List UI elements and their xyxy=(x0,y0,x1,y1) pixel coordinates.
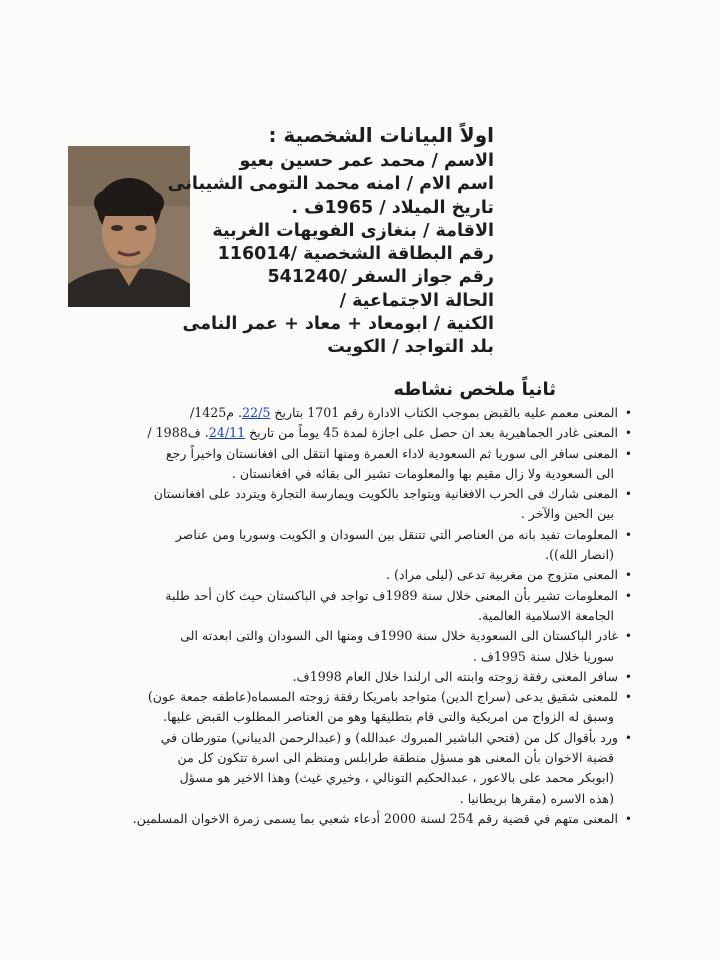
list-item xyxy=(72,728,632,809)
item-text-main: المعنى غادر الجماهيرية بعد ان حصل على اجازة لمدة 45 يوماً من تاريخ xyxy=(249,425,618,441)
bullet-icon: • xyxy=(624,669,632,684)
item-text: سافر المعنى رفقة زوجته وابنته الى ارلندا خلال العام 1998ف. xyxy=(292,668,618,684)
item-text: المعنى متهم في قضية رقم 254 لسنة 2000 أدعاء شعبي بما يسمى زمرة الاخوان المسلمين. xyxy=(132,810,618,826)
list-item xyxy=(72,586,632,627)
item-text-continued: الى السعودية ولا زال مقيم بها والمعلومات تشير الى بقائه في افغانستان . xyxy=(231,465,614,481)
list-item xyxy=(72,525,632,566)
personal-info-section xyxy=(164,122,494,360)
item-text-continued: (انصار الله)). xyxy=(545,547,614,563)
date-link[interactable]: 24/11 xyxy=(208,425,246,441)
item-text-continued: (ابوبكر محمد على بالاعور ، عبدالحكيم التونالي ، وخيري غيث) وهذا الاخير هو مسؤل xyxy=(179,770,614,786)
list-item xyxy=(72,444,632,485)
item-text-tail: . م1425/ xyxy=(189,405,243,420)
item-text-continued: (هذه الاسره (مقرها بريطانيا . xyxy=(459,790,614,806)
bullet-icon: • xyxy=(624,568,632,583)
bullet-icon: • xyxy=(624,811,632,826)
mother-name-line: اسم الام / امنه محمد التومى الشيبانى xyxy=(167,174,494,195)
item-text: المعنى متزوج من مغربية تدعى (ليلى مراد) . xyxy=(386,567,618,583)
item-text-main: المعنى معمم عليه بالقبض بموجب الكتاب الادارة رقم 1701 بتاريخ xyxy=(274,405,618,420)
item-text-continued: وسبق له الزواج من امريكية والتى قام بتطليقها وهو من العناصر المطلوب القبض عليها. xyxy=(163,709,614,725)
list-item xyxy=(72,423,632,443)
birth-date-line: تاريخ الميلاد / 1965ف . xyxy=(291,197,494,218)
bullet-icon: • xyxy=(624,730,632,745)
bullet-icon: • xyxy=(624,690,632,705)
bullet-icon: • xyxy=(624,406,632,420)
list-item xyxy=(72,667,632,687)
id-card-line: رقم البطاقة الشخصية /116014 xyxy=(217,244,494,265)
item-text-continued: بين الحين والآخر . xyxy=(520,506,614,522)
bullet-icon: • xyxy=(624,588,632,603)
personal-info-heading: اولاً البيانات الشخصية : xyxy=(268,123,494,147)
item-text-continued: الجامعة الاسلامية العالمية. xyxy=(478,607,614,623)
marital-status-line: الحالة الاجتماعية / xyxy=(339,290,494,311)
item-text xyxy=(72,403,618,423)
item-text-continued: سوريا خلال سنة 1995ف . xyxy=(472,648,614,664)
item-text: ورد بأقوال كل من (فتحي الباشير المبروك عبدالله) و (عبدالرحمن الديباني) متورطان في xyxy=(160,729,618,745)
item-text-continued: قضية الاخوان بأن المعنى هو مسؤل منطقة طرابلس ومنظم الى اسرة تتكون كل من xyxy=(177,750,614,766)
bullet-icon: • xyxy=(624,426,632,441)
list-item xyxy=(72,687,632,728)
item-text: المعنى سافر الى سوريا ثم السعودية لاداء العمرة ومنها انتقل الى افغانستان واخيراً رجع xyxy=(165,445,618,461)
item-text xyxy=(72,423,618,443)
item-text: غادر الباكستان الى السعودية خلال سنة 1990ف ومنها الى السودان والتى ابعدته الى xyxy=(180,628,618,644)
list-item xyxy=(72,809,632,829)
country-line: بلد التواجد / الكويت xyxy=(327,337,494,358)
nickname-line: الكنية / ابومعاد + معاد + عمر النامى xyxy=(182,314,494,335)
list-item xyxy=(72,626,632,667)
item-text: المعلومات تشير بأن المعنى خلال سنة 1989ف تواجد في الباكستان حيث كان أحد طلبة xyxy=(165,587,618,603)
item-text: للمعنى شقيق يدعى (سراج الدين) متواجد بامريكا رفقة زوجته المسماه(عاطفه جمعة عون) xyxy=(147,689,618,705)
bullet-icon: • xyxy=(624,629,632,644)
bullet-icon: • xyxy=(624,487,632,502)
list-item xyxy=(72,403,632,423)
activity-heading: ثانياً ملخص نشاطه xyxy=(393,379,556,400)
passport-line: رقم جواز السفر /541240 xyxy=(267,267,494,288)
bullet-icon: • xyxy=(624,446,632,461)
item-text-tail: . ف1988 / xyxy=(147,425,209,441)
list-item xyxy=(72,565,632,585)
list-item xyxy=(72,484,632,525)
item-text: المعنى شارك فى الحرب الافغانية ويتواجد بالكويت ويمارسة التجارة ويتردد على افغانستان xyxy=(153,486,618,502)
date-link[interactable]: 22/5 xyxy=(242,405,271,420)
name-line: الاسم / محمد عمر حسين بعيو xyxy=(239,151,494,171)
activity-list xyxy=(72,403,632,829)
item-text: المعلومات تفيد بانه من العناصر التي تتنقل بين السودان و الكويت وسوريا ومن عناصر xyxy=(175,526,618,542)
bullet-icon: • xyxy=(624,527,632,542)
residence-line: الاقامة / بنغازى الفويهات الغربية xyxy=(212,220,494,241)
